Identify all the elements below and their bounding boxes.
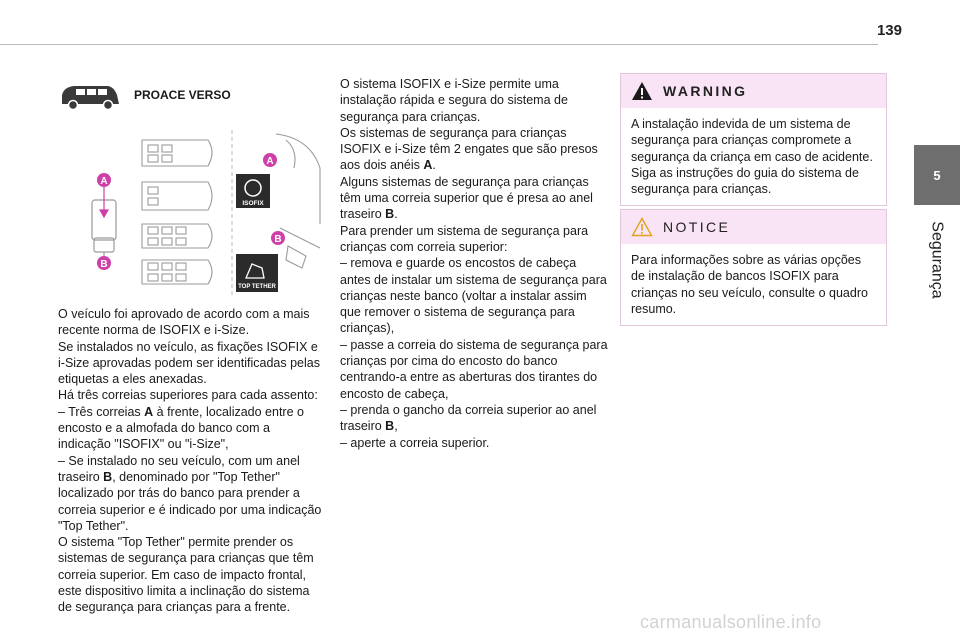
callout-b-left-text: B bbox=[100, 259, 108, 270]
arrow-a bbox=[100, 186, 108, 217]
isofix-symbol-label: ISOFIX bbox=[242, 200, 264, 207]
left-text-column bbox=[58, 306, 326, 616]
notice-text: Para informações sobre as várias opções de instalação de bancos ISOFIX para crianças no seu veículo, consulte o quadro resumo. bbox=[631, 253, 868, 316]
callout-a-right-text: A bbox=[266, 156, 274, 167]
paragraph: O sistema "Top Tether" permite prender os sistemas de segurança para crianças que têm correia superior. Em caso de impacto frontal, este dispositivo limita a inclinação do sistema de segurança para crianças para a frente. bbox=[58, 535, 314, 615]
paragraph: Há três correias superiores para cada assento: bbox=[58, 388, 318, 403]
paragraph: Para prender um sistema de segurança para crianças com correia superior: bbox=[340, 223, 589, 254]
notice-header bbox=[621, 210, 886, 244]
list-item: – passe a correia do sistema de segurança para crianças por cima do encosto do banco centrando-a entre as aberturas dos tirantes do encosto de cabeça, bbox=[340, 337, 608, 401]
notice-triangle-icon bbox=[631, 217, 653, 237]
list-item: – prenda o gancho da correia superior ao anel traseiro B, bbox=[340, 402, 597, 434]
chapter-label-text: Segurança bbox=[929, 221, 947, 299]
notice-box bbox=[620, 209, 887, 326]
notice-title: NOTICE bbox=[663, 219, 731, 235]
callout-a-left-text: A bbox=[100, 176, 108, 187]
callout-b-right-text: B bbox=[274, 234, 282, 245]
seat-detail-illustration bbox=[276, 134, 320, 268]
chapter-tab-label bbox=[914, 210, 960, 310]
header-divider bbox=[0, 44, 878, 45]
paragraph: O sistema ISOFIX e i-Size permite uma instalação rápida e segura do sistema de segurança para crianças. bbox=[340, 77, 568, 124]
vehicle-row bbox=[58, 82, 231, 112]
paragraph: Alguns sistemas de segurança para crianças têm uma correia superior que é presa ao anel traseiro B. bbox=[340, 174, 593, 222]
paragraph: Os sistemas de segurança para crianças ISOFIX e i-Size têm 2 engates que são presos aos dois anéis A. bbox=[340, 125, 598, 173]
top-tether-symbol-label: TOP TETHER bbox=[238, 284, 276, 290]
warning-text: A instalação indevida de um sistema de segurança para crianças compromete a segurança da criança em caso de acidente. Siga as instruções do guia do sistema de segurança para crianças. bbox=[631, 117, 873, 197]
vehicle-model-label: PROACE VERSO bbox=[134, 88, 231, 102]
chapter-tab-number[interactable]: 5 bbox=[914, 145, 960, 205]
van-icon bbox=[58, 82, 122, 112]
paragraph: O veículo foi aprovado de acordo com a mais recente norma de ISOFIX e i-Size. bbox=[58, 307, 310, 338]
paragraph: Se instalados no veículo, as fixações ISOFIX e i-Size aprovadas podem ser identificadas pelas etiquetas a eles anexadas. bbox=[58, 339, 320, 387]
warning-title: WARNING bbox=[663, 83, 748, 99]
list-item: – remova e guarde os encostos de cabeça antes de instalar um sistema de segurança para crianças neste banco (voltar a instalar assim que remover o sistema de segurança para crianças), bbox=[340, 256, 607, 336]
list-item: – Três correias A à frente, localizado entre o encosto e a almofada do banco com a indicação "ISOFIX" ou "i-Size", bbox=[58, 404, 304, 452]
warning-header bbox=[621, 74, 886, 108]
middle-text-column bbox=[340, 76, 608, 451]
list-item: – aperte a correia superior. bbox=[340, 435, 490, 450]
warning-triangle-icon bbox=[631, 81, 653, 101]
list-item: – Se instalado no seu veículo, com um anel traseiro B, denominado por "Top Tether" localizado por trás do banco para prender a correia superior e é indicado por uma indicação "Top Tether". bbox=[58, 453, 322, 533]
seat-rows-plan bbox=[142, 140, 212, 284]
watermark: carmanualsonline.info bbox=[640, 612, 822, 632]
warning-box bbox=[620, 73, 887, 206]
isofix-diagram bbox=[80, 128, 326, 298]
page-number: 139 bbox=[876, 22, 902, 39]
